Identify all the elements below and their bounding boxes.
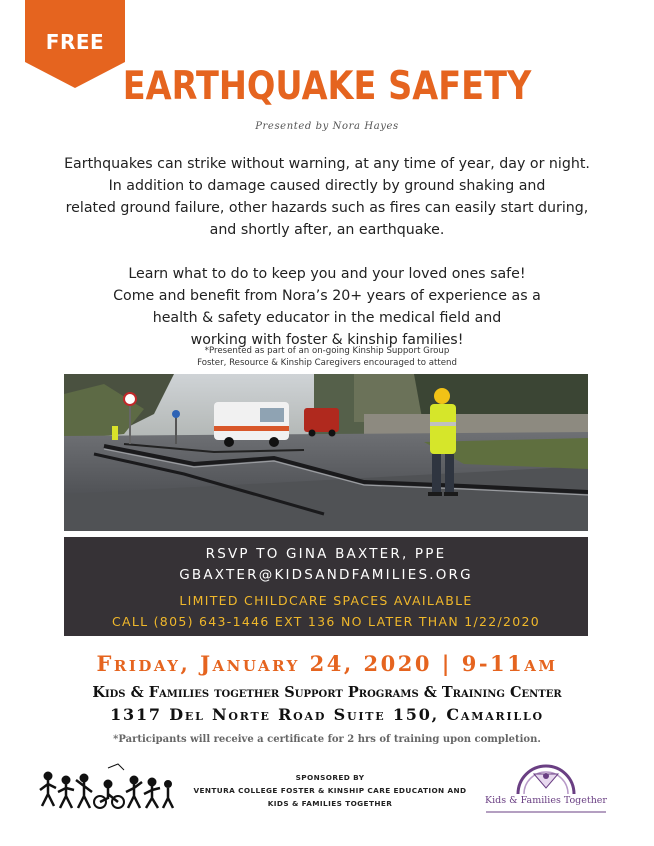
intro-line: Earthquakes can strike without warning, at any time of year, day or night. [64, 156, 590, 172]
page-title: EARTHQUAKE SAFETY [122, 64, 532, 109]
event-date-time: Friday, January 24, 2020 | 9-11am [96, 651, 558, 676]
childcare-note: LIMITED CHILDCARE SPACES AVAILABLE [179, 593, 473, 608]
intro-line: and shortly after, an earthquake. [209, 222, 445, 238]
attendance-notes [0, 345, 654, 369]
sponsor-line: KIDS & FAMILIES TOGETHER [267, 799, 393, 808]
kft-logo-text: Kids & Families Together [485, 795, 607, 806]
rsvp-panel [64, 537, 588, 636]
intro-line: Come and benefit from Nora’s 20+ years of experience as a [113, 288, 541, 304]
note-line: *Presented as part of an on-going Kinship Support Group [204, 346, 450, 356]
rsvp-email[interactable]: GBAXTER@KIDSANDFAMILIES.ORG [179, 567, 473, 583]
intro-line: working with foster & kinship families! [190, 332, 464, 348]
children-silhouette-logo [38, 762, 178, 814]
paragraph-gap [20, 241, 634, 263]
intro-line: Learn what to do to keep you and your loved ones safe! [128, 266, 526, 282]
intro-text [20, 153, 634, 351]
sponsor-block [190, 771, 470, 810]
presenter-line: Presented by Nora Hayes [255, 121, 399, 132]
intro-line: related ground failure, other hazards such as fires can easily start during, [65, 200, 589, 216]
rsvp-contact: RSVP TO GINA BAXTER, PPE [205, 546, 447, 562]
road-photo-illustration [64, 374, 588, 531]
certificate-note: *Participants will receive a certificate for 2 hrs of training upon completion. [113, 734, 541, 745]
event-venue: Kids & Families together Support Programs & Training Center [92, 684, 562, 701]
free-label: FREE [45, 30, 105, 54]
rsvp-call-deadline: CALL (805) 643-1446 EXT 136 NO LATER THAN 1/22/2020 [111, 614, 541, 629]
earthquake-road-photo [64, 374, 588, 531]
sponsor-line: VENTURA COLLEGE FOSTER & KINSHIP CARE EDUCATION AND [193, 786, 467, 795]
intro-line: In addition to damage caused directly by ground shaking and [108, 178, 546, 194]
event-address: 1317 Del Norte Road Suite 150, Camarillo [110, 705, 544, 724]
intro-line: health & safety educator in the medical field and [152, 310, 502, 326]
sponsor-line: SPONSORED BY [295, 773, 365, 782]
note-line: Foster, Resource & Kinship Caregivers encouraged to attend [197, 358, 457, 368]
